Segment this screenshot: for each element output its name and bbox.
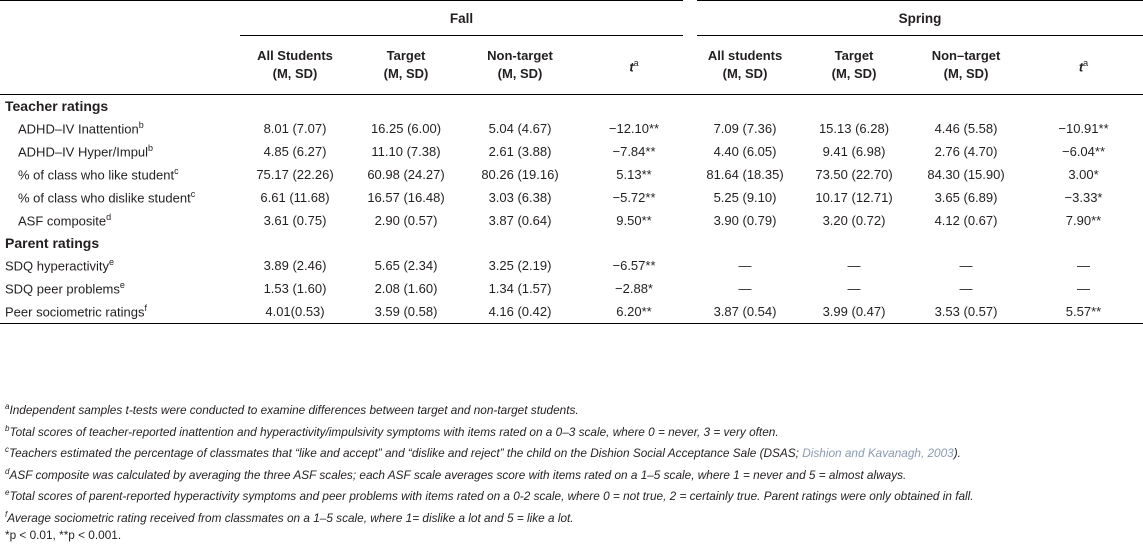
footnote-a: $^a$Independent samples t-tests were conducted to examine differences between target and non-target students. bbox=[5, 402, 579, 417]
table-cell: — bbox=[738, 258, 752, 273]
table-cell: 3.87 (0.64) bbox=[488, 213, 552, 228]
table-row bbox=[0, 140, 1143, 163]
table-cell: 4.46 (5.58) bbox=[934, 121, 998, 136]
table-cell: 3.90 (0.79) bbox=[713, 213, 777, 228]
row-label: SDQ peer problems$^e$ bbox=[5, 280, 125, 297]
table-cell: 5.57** bbox=[1065, 304, 1102, 319]
table-cell: 3.20 (0.72) bbox=[822, 213, 886, 228]
spring-group-header: Spring bbox=[690, 1, 1143, 36]
table-cell: −5.72** bbox=[612, 190, 656, 205]
table-cell: −6.04** bbox=[1062, 144, 1106, 159]
table-cell: 3.03 (6.38) bbox=[488, 190, 552, 205]
table-cell: 8.01 (7.07) bbox=[263, 121, 327, 136]
footnote-d: $^d$ASF composite was calculated by averaging the three ASF scales; each ASF scale averages score with items rated on a 1–5 scale, where 1 = never and 5 = almost always. bbox=[5, 466, 907, 482]
col-spring-nontarget: Non–target (M, SD) bbox=[931, 48, 1001, 81]
group-header-row bbox=[0, 1, 1143, 36]
col-spring-all: All students (M, SD) bbox=[707, 48, 783, 81]
section-header-row bbox=[0, 232, 1143, 254]
footnote-b: $^b$Total scores of teacher-reported inattention and hyperactivity/impulsivity symptoms with items rated on a 0–3 scale, where 0 = never, 3 = very often. bbox=[5, 423, 779, 439]
row-label: SDQ hyperactivity$^e$ bbox=[5, 257, 115, 274]
table-cell: 1.34 (1.57) bbox=[488, 281, 552, 296]
col-spring-target: Target (M, SD) bbox=[831, 48, 877, 81]
table-cell: 60.98 (24.27) bbox=[367, 167, 445, 182]
table-cell: 4.40 (6.05) bbox=[713, 144, 777, 159]
table-cell: −7.84** bbox=[612, 144, 656, 159]
table-cell: 7.09 (7.36) bbox=[713, 121, 777, 136]
table-cell: 2.08 (1.60) bbox=[374, 281, 438, 296]
table-cell: −2.88* bbox=[615, 281, 653, 296]
row-label: % of class who like student$^c$ bbox=[18, 166, 179, 183]
row-label: ADHD–IV Inattention$^b$ bbox=[18, 120, 144, 137]
table-cell: 3.87 (0.54) bbox=[713, 304, 777, 319]
section-title: Parent ratings bbox=[5, 235, 100, 251]
table-cell: — bbox=[847, 258, 861, 273]
table-row bbox=[0, 254, 1143, 277]
table-cell: — bbox=[1077, 281, 1091, 296]
table-cell: 5.13** bbox=[616, 167, 652, 182]
table-cell: — bbox=[959, 258, 973, 273]
table-cell: 3.65 (6.89) bbox=[934, 190, 998, 205]
table-row bbox=[0, 186, 1143, 209]
table-cell: 3.53 (0.57) bbox=[934, 304, 998, 319]
table-row bbox=[0, 163, 1143, 186]
table-cell: 73.50 (22.70) bbox=[815, 167, 893, 182]
table-cell: 16.57 (16.48) bbox=[367, 190, 445, 205]
table-cell: 5.25 (9.10) bbox=[713, 190, 777, 205]
table-cell: 4.16 (0.42) bbox=[488, 304, 552, 319]
table-cell: 7.90** bbox=[1065, 213, 1102, 228]
table-cell: −3.33* bbox=[1064, 190, 1103, 205]
table-cell: 5.04 (4.67) bbox=[488, 121, 552, 136]
table-row bbox=[0, 300, 1143, 324]
row-label: ASF composite$^d$ bbox=[18, 212, 112, 229]
footnote-e: $^e$Total scores of parent-reported hyperactivity symptoms and peer problems with items rated on a 0-2 scale, where 0 = not true, 2 = certainly true. Parent ratings were only obtained in fall. bbox=[5, 488, 974, 503]
column-header-row bbox=[0, 36, 1143, 95]
table-row bbox=[0, 277, 1143, 300]
table-cell: 9.50** bbox=[616, 213, 652, 228]
table-body bbox=[0, 95, 1143, 324]
table-cell: 1.53 (1.60) bbox=[263, 281, 327, 296]
table-cell: 15.13 (6.28) bbox=[818, 121, 890, 136]
citation-link[interactable]: Dishion and Kavanagh, 2003 bbox=[802, 445, 954, 460]
section-title: Teacher ratings bbox=[5, 98, 109, 114]
table-cell: 6.20** bbox=[616, 304, 652, 319]
table-cell: 3.25 (2.19) bbox=[488, 258, 552, 273]
table-cell: — bbox=[847, 281, 861, 296]
table-cell: 3.89 (2.46) bbox=[263, 258, 327, 273]
table-cell: 3.00* bbox=[1068, 167, 1099, 182]
table-cell: 9.41 (6.98) bbox=[822, 144, 886, 159]
fall-group-header: Fall bbox=[240, 1, 690, 36]
table-cell: — bbox=[738, 281, 752, 296]
table-cell: 75.17 (22.26) bbox=[256, 167, 334, 182]
col-fall-target: Target (M, SD) bbox=[383, 48, 429, 81]
table-cell: 4.85 (6.27) bbox=[263, 144, 327, 159]
table-cell: 4.01(0.53) bbox=[265, 304, 325, 319]
section-header-row bbox=[0, 95, 1143, 118]
table-cell: 4.12 (0.67) bbox=[934, 213, 998, 228]
table-cell: 2.76 (4.70) bbox=[934, 144, 998, 159]
table-cell: −6.57** bbox=[612, 258, 656, 273]
table-cell: −10.91** bbox=[1058, 121, 1109, 136]
col-fall-nontarget: Non-target (M, SD) bbox=[487, 48, 553, 81]
table-cell: 84.30 (15.90) bbox=[927, 167, 1005, 182]
table-cell: 10.17 (12.71) bbox=[815, 190, 893, 205]
footnote-f: $^f$Average sociometric rating received from classmates on a 1–5 scale, where 1= dislike a lot and 5 = like a lot. bbox=[5, 509, 574, 525]
col-fall-t: $t^a$ bbox=[629, 57, 639, 75]
table-cell: 3.61 (0.75) bbox=[263, 213, 327, 228]
row-label: ADHD–IV Hyper/Impul$^b$ bbox=[18, 143, 154, 160]
col-spring-t: $t^a$ bbox=[1078, 57, 1089, 75]
row-label: % of class who dislike student$^c$ bbox=[18, 189, 196, 206]
table-cell: — bbox=[959, 281, 973, 296]
table-row bbox=[0, 209, 1143, 232]
footnote-c: $^c$Teachers estimated the percentage of classmates that “like and accept” and “dislike and reject” the child on the Dishion Social Acceptance Sale (DSAS; Dishion and Kavanagh, 2003). bbox=[5, 445, 961, 460]
table-cell: 6.61 (11.68) bbox=[260, 190, 330, 205]
table-row bbox=[0, 117, 1143, 140]
table-cell: 3.99 (0.47) bbox=[822, 304, 886, 319]
col-fall-all: All Students (M, SD) bbox=[257, 48, 333, 81]
table-cell: — bbox=[1077, 258, 1091, 273]
table-cell: 2.90 (0.57) bbox=[374, 213, 438, 228]
table-footnotes bbox=[5, 398, 1140, 545]
table-cell: −12.10** bbox=[608, 121, 660, 136]
table-cell: 81.64 (18.35) bbox=[706, 167, 784, 182]
table-cell: 11.10 (7.38) bbox=[371, 144, 441, 159]
table-cell: 3.59 (0.58) bbox=[374, 304, 438, 319]
footnote-significance: *p < 0.01, **p < 0.001. bbox=[5, 528, 122, 543]
table-cell: 16.25 (6.00) bbox=[370, 121, 442, 136]
table-cell: 80.26 (19.16) bbox=[481, 167, 559, 182]
table-cell: 2.61 (3.88) bbox=[488, 144, 552, 159]
row-label: Peer sociometric ratings$^f$ bbox=[5, 303, 147, 320]
table-cell: 5.65 (2.34) bbox=[374, 258, 438, 273]
